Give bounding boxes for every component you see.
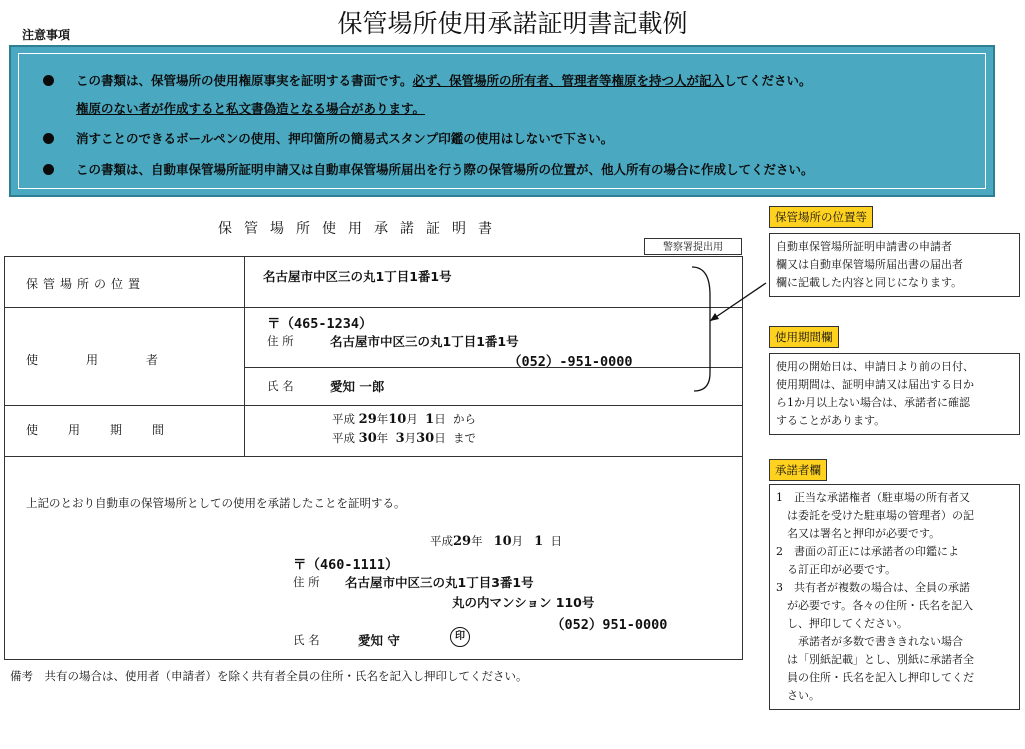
- side-note-line: 自動車保管場所証明申請書の申請者: [776, 240, 952, 253]
- bullet-icon: [43, 133, 54, 144]
- grantor-address: 名古屋市中区三の丸1丁目3番1号: [345, 575, 534, 590]
- grantor-postal: 〒（460-1111）: [293, 557, 399, 573]
- date-year: 29: [453, 534, 472, 549]
- side-note-line: る訂正印が必要です。: [776, 563, 897, 576]
- period-to-day-unit: 日: [434, 431, 446, 445]
- row-divider: [5, 456, 742, 457]
- grantor-phone: （052）951-0000: [551, 617, 668, 633]
- location-value: 名古屋市中区三の丸1丁目1番1号: [263, 269, 452, 284]
- side-note-location: [769, 233, 1020, 297]
- side-note-line: 承諾者が多数で書ききれない場合: [776, 635, 963, 648]
- side-note-line: し、押印してください。: [776, 617, 908, 630]
- date-month: 10: [493, 534, 512, 549]
- certificate-form: [4, 256, 743, 660]
- period-to-day: 30: [416, 431, 435, 446]
- notice-line-1-b: 必ず、保管場所の所有者、管理者等権原を持つ人が記入: [412, 73, 725, 88]
- notice-line-2: 権原のない者が作成すると私文書偽造となる場合があります。: [76, 101, 426, 116]
- user-name: 愛知 一郎: [330, 379, 385, 394]
- side-heading-period: 使用期間欄: [769, 326, 839, 348]
- grantor-building: 丸の内マンション 110号: [452, 595, 595, 610]
- period-from-month-unit: 月: [406, 412, 418, 426]
- period-from-year-unit: 年: [376, 412, 389, 426]
- side-note-line: 3 共有者が複数の場合は、全員の承諾: [776, 581, 970, 594]
- seal-icon: 印: [450, 627, 470, 647]
- side-heading-location: 保管場所の位置等: [769, 206, 873, 228]
- side-note-line: 名又は署名と押印が必要です。: [776, 527, 941, 540]
- user-address: 名古屋市中区三の丸1丁目1番1号: [330, 334, 519, 349]
- user-phone: （052）-951-0000: [508, 354, 633, 370]
- grantor-name-label: 氏 名: [293, 633, 320, 647]
- period-label: 使用期間: [26, 423, 195, 437]
- bullet-icon: [43, 164, 54, 175]
- notice-line-1: [76, 71, 812, 89]
- side-note-line: は「別紙記載」とし、別紙に承諾者全: [776, 653, 974, 666]
- side-note-line: 欄又は自動車保管場所届出書の届出者: [776, 258, 963, 271]
- grantor-name: 愛知 守: [358, 633, 400, 648]
- period-to-year: 30: [358, 431, 377, 446]
- date-day-unit: 日: [550, 534, 562, 548]
- notice-line-4: この書類は、自動車保管場所証明申請又は自動車保管場所届出を行う際の保管場所の位置が、他人所有の場合に作成してください。: [76, 162, 814, 177]
- row-divider: [5, 307, 742, 308]
- period-from-day: 1: [425, 412, 435, 427]
- row-divider: [5, 405, 742, 406]
- side-heading-grantor: 承諾者欄: [769, 459, 827, 481]
- police-label: 警察署提出用: [644, 238, 742, 255]
- side-note-line: 2 書面の訂正には承諾者の印鑑によ: [776, 545, 959, 558]
- period-to: [332, 430, 476, 446]
- notice-inner-border: [18, 53, 986, 189]
- page-title: 保管場所使用承諾証明書記載例: [337, 9, 688, 38]
- date-era: 平成: [430, 534, 453, 548]
- side-note-line: 使用期間は、証明申請又は届出する日か: [776, 378, 974, 391]
- side-note-line: ら1か月以上ない場合は、承諾者に確認: [776, 396, 970, 409]
- user-name-label: 氏 名: [267, 379, 294, 393]
- period-to-year-unit: 年: [376, 431, 389, 445]
- side-note-line: することがあります。: [776, 414, 886, 427]
- user-address-label: 住 所: [267, 334, 294, 348]
- side-note-line: 1 正当な承諾権者（駐車場の所有者又: [776, 491, 970, 504]
- side-note-line: 員の住所・氏名を記入し押印してくだ: [776, 671, 974, 684]
- period-from-era: 平成: [332, 412, 355, 426]
- period-to-month-unit: 月: [404, 431, 417, 445]
- period-from-month: 10: [388, 412, 407, 427]
- side-note-line: 使用の開始日は、申請日より前の日付、: [776, 360, 974, 373]
- grantor-address-label: 住 所: [293, 575, 320, 589]
- notes-label: 注意事項: [22, 28, 71, 42]
- statement: 上記のとおり自動車の保管場所としての使用を承諾したことを証明する。: [26, 496, 406, 510]
- notice-box: [9, 45, 995, 197]
- remark: 備考 共有の場合は、使用者（申請者）を除く共有者全員の住所・氏名を記入し押印してください。: [10, 669, 528, 683]
- date-day: 1: [534, 534, 544, 549]
- period-to-suffix: まで: [453, 431, 477, 445]
- side-note-line: が必要です。各々の住所・氏名を記入: [776, 599, 974, 612]
- period-from-day-unit: 日: [434, 412, 446, 426]
- period-from: [332, 411, 476, 427]
- location-label: 保管場所の位置: [26, 277, 146, 291]
- row-divider: [244, 367, 742, 368]
- date-year-unit: 年: [471, 534, 483, 548]
- period-to-era: 平成: [332, 431, 355, 445]
- side-note-grantor: [769, 484, 1020, 710]
- side-note-line: さい。: [776, 689, 820, 702]
- side-note-period: [769, 353, 1020, 435]
- user-postal: 〒（465-1234）: [267, 316, 373, 332]
- date-month-unit: 月: [511, 534, 524, 548]
- grant-date: [430, 533, 562, 549]
- bracket-arrow-icon: [690, 255, 770, 395]
- period-from-year: 29: [358, 412, 377, 427]
- bullet-icon: [43, 75, 54, 86]
- period-to-month: 3: [395, 431, 405, 446]
- side-note-line: 欄に記載した内容と同じになります。: [776, 276, 963, 289]
- notice-line-1-c: してください。: [724, 73, 812, 88]
- period-from-suffix: から: [453, 412, 477, 426]
- user-label: 使用者: [26, 353, 207, 367]
- notice-line-3: 消すことのできるボールペンの使用、押印箇所の簡易式スタンプ印鑑の使用はしないで下さい。: [76, 131, 614, 146]
- notice-line-1-a: この書類は、保管場所の使用権原事実を証明する書面です。: [76, 73, 413, 88]
- column-divider: [244, 257, 245, 456]
- side-note-line: は委託を受けた駐車場の管理者）の記: [776, 509, 974, 522]
- certificate-title: 保管場所使用承諾証明書: [218, 221, 504, 237]
